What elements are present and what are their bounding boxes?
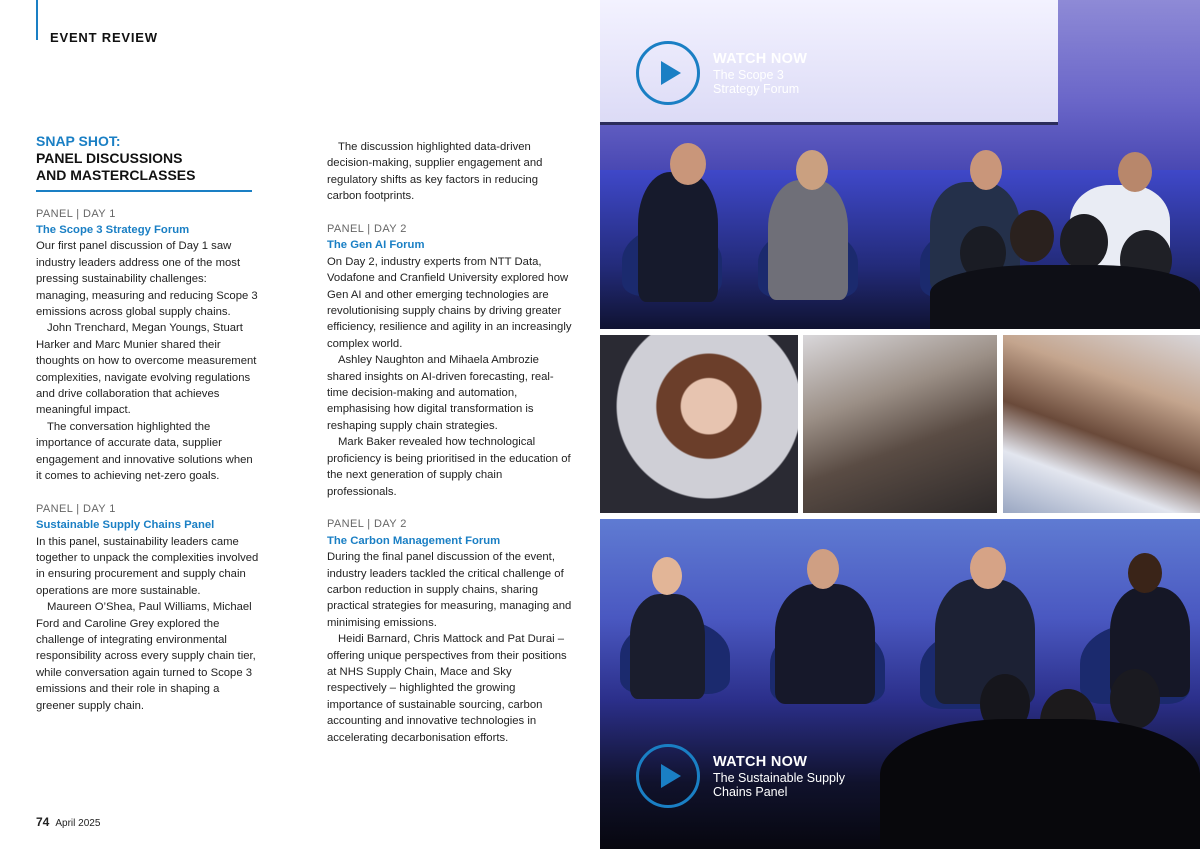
watch-now-label: WATCH NOW (713, 51, 808, 67)
section-label: EVENT REVIEW (50, 30, 158, 45)
snapshot-heading (36, 133, 261, 184)
text-column-1 (36, 133, 261, 714)
paragraph: Our first panel discussion of Day 1 saw industry leaders address one of the most pressing sustainability challenges: managing, measuring and reducing Scope 3 emissions across global supply chains. (36, 240, 258, 318)
panelist (768, 180, 848, 300)
panelist-head (970, 547, 1006, 589)
audience-shoulders (880, 719, 1200, 849)
page-footer (36, 815, 100, 829)
audience-shoulders (930, 265, 1200, 329)
panel-title: The Gen AI Forum (327, 239, 425, 252)
video-title: The Scope 3 Strategy Forum (713, 68, 800, 96)
panel-title: The Scope 3 Strategy Forum (36, 223, 190, 236)
paragraph: The discussion highlighted data-driven decision-making, supplier engagement and regulatory shifts as key factors in reducing carbon footprints. (327, 141, 543, 203)
panelist-head (652, 557, 682, 595)
audience-head (1010, 210, 1054, 262)
panel-kicker: PANEL | DAY 2 (327, 518, 407, 531)
watch-now-supply-chains[interactable] (636, 744, 853, 808)
watch-now-scope3[interactable] (636, 41, 813, 105)
photo-audience-question (1003, 335, 1200, 513)
paragraph: The conversation highlighted the importance of accurate data, supplier engagement and innovative solutions when it comes to achieving net-zero goals. (36, 420, 253, 482)
paragraph: Ashley Naughton and Mihaela Ambrozie shared insights on AI-driven forecasting, real-time decision-making and automation, emphasising how digital transformation is reshaping supply chain strategies. (327, 354, 554, 432)
page-number: 74 (36, 815, 50, 829)
text-column-2 (327, 139, 572, 746)
paragraph: Heidi Barnard, Chris Mattock and Pat Durai – offering unique perspectives from their positions at NHS Supply Chain, Mace and Sky respectively – highlighted the growing importance of sustainable sourcing, carbon accounting and innovative technologies in accelerating decarbonisation efforts. (327, 633, 567, 744)
audience-head (1110, 669, 1160, 729)
panel-title: Sustainable Supply Chains Panel (36, 519, 215, 532)
video-title: The Sustainable Supply Chains Panel (713, 771, 846, 799)
panelist-head (796, 150, 828, 190)
panelist-head (670, 143, 706, 185)
paragraph: Mark Baker revealed how technological proficiency is being prioritised in the education of the next generation of supply chain professionals. (327, 436, 571, 498)
play-icon[interactable] (636, 744, 700, 808)
panelist-head (1118, 152, 1152, 192)
audience-head (1060, 214, 1108, 270)
watch-now-label: WATCH NOW (713, 754, 808, 770)
snapshot-heading-line2: PANEL DISCUSSIONS (36, 150, 183, 166)
paragraph: In this panel, sustainability leaders came together to unpack the complexities involved in ensuring procurement and supply chain operations are more sustainable. (36, 535, 259, 597)
play-icon[interactable] (636, 41, 700, 105)
panelist (630, 594, 705, 699)
photo-audience-woman (600, 335, 798, 513)
panelist-head (807, 549, 839, 589)
snapshot-heading-line1: SNAP SHOT: (36, 133, 121, 149)
panel-title: The Carbon Management Forum (327, 534, 501, 547)
panel-kicker: PANEL | DAY 2 (327, 223, 407, 236)
panel-kicker: PANEL | DAY 1 (36, 207, 116, 220)
paragraph: John Trenchard, Megan Youngs, Stuart Harker and Marc Munier shared their thoughts on how to overcome measurement complexities, navigate evolving regulations and drive collaboration that achieves meaningful impact. (36, 322, 257, 417)
panel-kicker: PANEL | DAY 1 (36, 502, 116, 515)
photo-audience-crowd (803, 335, 997, 513)
paragraph: On Day 2, industry experts from NTT Data, Vodafone and Cranfield University explored how Gen AI and other emerging technologies are revolutionising supply chains by driving greater efficiency, resilience and agility in an increasingly complex world. (327, 255, 572, 350)
panelist-head (970, 150, 1002, 190)
issue-date: April 2025 (55, 818, 101, 829)
header-accent-rule (36, 0, 38, 40)
panelist (638, 172, 718, 302)
paragraph: During the final panel discussion of the event, industry leaders tackled the critical challenge of carbon reduction in supply chains, sharing practical strategies for measuring, managing and minimising emissions. (327, 551, 572, 629)
paragraph: Maureen O’Shea, Paul Williams, Michael Ford and Caroline Grey explored the challenge of integrating environmental responsibility across every supply chain tier, while conversation again turned to Scope 3 emissions and their role in shaping a greener supply chain. (36, 601, 256, 712)
snapshot-heading-line3: AND MASTERCLASSES (36, 167, 196, 183)
panelist-head (1128, 553, 1162, 593)
snapshot-heading-rule (36, 190, 252, 192)
panelist (775, 584, 875, 704)
